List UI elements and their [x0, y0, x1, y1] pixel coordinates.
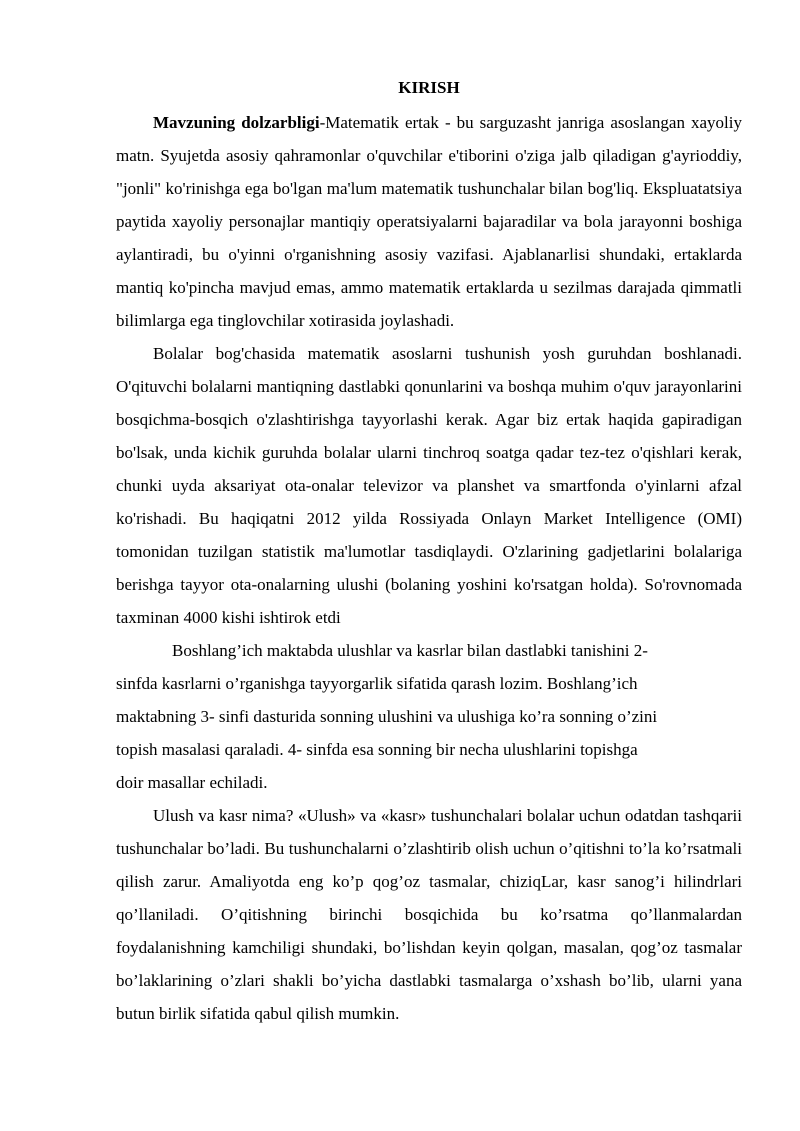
- paragraph-line: topish masalasi qaraladi. 4- sinfda esa sonning bir necha ulushlarini topishga: [116, 740, 638, 759]
- paragraph-line: Boshlang’ich maktabda ulushlar va kasrlar bilan dastlabki tanishini 2-: [172, 641, 648, 660]
- paragraph-fractions: Ulush va kasr nima? «Ulush» va «kasr» tushunchalari bolalar uchun odatdan tashqarii tushunchalar bo’ladi. Bu tushunchalarni o’zlashtirib olish uchun o’qitishni to’la ko’rsatmali qilish zarur. Amaliyotda eng ko’p qog’oz tasmalar, chiziqLar, kasr sanog’i hilindrlari qo’llaniladi. O’qitishning birinchi bosqichida bu ko’rsatma qo’llanmalardan foydalanishning kamchiligi shundaki, bo’lishdan keyin qolgan, masalan, qog’oz tasmalar bo’laklarining o’zlari shakli bo’yicha dastlabki tasmalarga o’xshash bo’lib, ularni yana butun birlik sifatida qabul qilish mumkin.: [116, 806, 742, 1023]
- page-title: KIRISH: [398, 78, 460, 97]
- intro-text: -Matematik ertak - bu sarguzasht janriga asoslangan xayoliy matn. Syujetda asosiy qahramonlar o'quvchilar e'tiborini o'ziga jalb qiladigan g'ayrioddiy, "jonli" ko'rinishga ega bo'lgan ma'lum matematik tushunchalar bilan bog'liq. Ekspluatatsiya paytida xayoliy personajlar mantiqiy operatsiyalarni bajaradilar va bola jarayonni boshiga aylantiradi, bu o'yinni o'rganishning asosiy vazifasi. Ajablanarlisi shundaki, ertaklarda mantiq ko'pincha mavjud emas, ammo matematik ertaklarda u sezilmas darajada qimmatli bilimlarga ega tinglovchilar xotirasida joylashadi.: [116, 113, 742, 330]
- paragraph-line: maktabning 3- sinfi dasturida sonning ulushini va ulushiga ko’ra sonning o’zini: [116, 707, 658, 726]
- paragraph-line: sinfda kasrlarni o’rganishga tayyorgarlik sifatida qarash lozim. Boshlang’ich: [116, 674, 638, 693]
- document-page: [116, 70, 742, 1030]
- paragraph-kindergarten: Bolalar bog'chasida matematik asoslarni tushunish yosh guruhdan boshlanadi. O'qituvchi bolalarni mantiqning dastlabki qonunlarini va boshqa muhim o'quv jarayonlarini bosqichma-bosqich o'zlashtirishga tayyorlashi kerak. Agar biz ertak haqida gapiradigan bo'lsak, unda kichik guruhda bolalar ularni tinchroq soatga qadar tez-tez o'qishlari kerak, chunki uyda aksariyat ota-onalar televizor va planshet va smartfonda o'yinlarni afzal ko'rishadi. Bu haqiqatni 2012 yilda Rossiyada Onlayn Market Intelligence (OMI) tomonidan tuzilgan statistik ma'lumotlar tasdiqlaydi. O'zlarining gadjetlarini bolalariga berishga tayyor ota-onalarning ulushi (bolaning yoshini ko'rsatgan holda). So'rovnomada taxminan 4000 kishi ishtirok etdi: [116, 344, 742, 627]
- intro-paragraph: [116, 106, 742, 337]
- paragraph-primary-school: [116, 634, 742, 799]
- paragraph-line: doir masallar echiladi.: [116, 773, 268, 792]
- intro-lead: Mavzuning dolzarbligi: [153, 113, 320, 132]
